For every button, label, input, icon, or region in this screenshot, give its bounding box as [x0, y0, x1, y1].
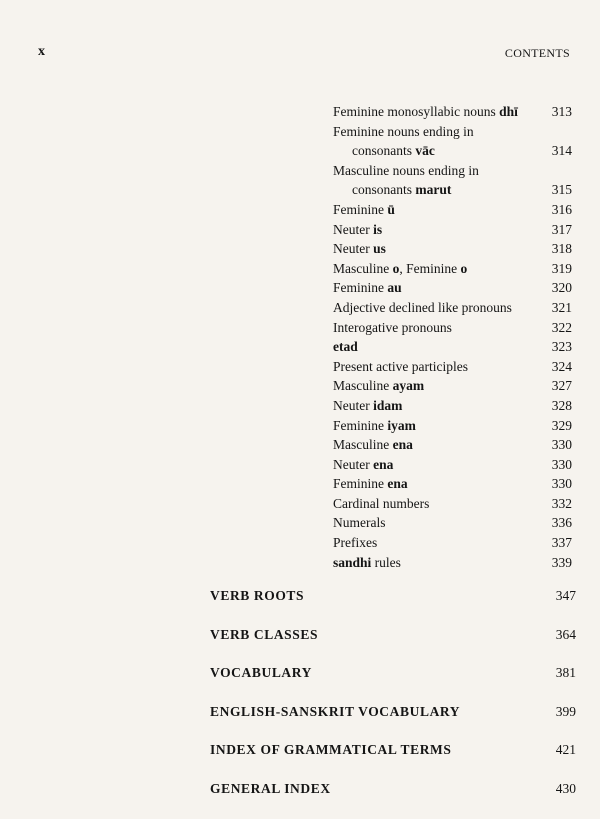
entry-text-part: Masculine — [333, 261, 393, 276]
entry-title — [333, 122, 575, 142]
contents-entry[interactable] — [333, 161, 575, 200]
contents-entry[interactable] — [333, 122, 575, 161]
contents-entry[interactable] — [333, 455, 575, 475]
entry-page-number: 330 — [552, 474, 572, 494]
section-title: ENGLISH-SANSKRIT VOCABULARY — [210, 704, 460, 719]
entry-title — [333, 396, 575, 416]
entry-title-continued — [333, 141, 575, 161]
contents-section[interactable] — [210, 588, 576, 627]
entry-text-part: marut — [415, 182, 451, 197]
entry-title — [333, 298, 575, 318]
contents-entry[interactable] — [333, 396, 575, 416]
entry-text-part: au — [387, 280, 401, 295]
contents-entry[interactable] — [333, 278, 575, 298]
entry-text-part: Feminine monosyllabic nouns — [333, 104, 499, 119]
entry-text-part: Masculine nouns ending in — [333, 163, 479, 178]
contents-section[interactable] — [210, 627, 576, 666]
section-page-number: 347 — [556, 588, 576, 604]
entry-text-part: Numerals — [333, 515, 385, 530]
contents-entry[interactable] — [333, 220, 575, 240]
section-page-number: 381 — [556, 665, 576, 681]
entry-text-part: dhī — [499, 104, 518, 119]
section-page-number: 421 — [556, 742, 576, 758]
entry-text-part: Feminine nouns ending in — [333, 124, 474, 139]
entry-page-number: 322 — [552, 318, 572, 338]
contents-entry[interactable] — [333, 239, 575, 259]
entry-text-part: Cardinal numbers — [333, 496, 429, 511]
entry-text-part: ena — [393, 437, 413, 452]
entry-page-number: 316 — [552, 200, 572, 220]
entry-text-part: consonants — [352, 182, 415, 197]
contents-entry[interactable] — [333, 474, 575, 494]
entry-page-number: 327 — [552, 376, 572, 396]
entry-title — [333, 337, 575, 357]
entry-text-part: Feminine — [333, 418, 387, 433]
entry-title — [333, 513, 575, 533]
entry-title — [333, 435, 575, 455]
entry-text-part: vāc — [415, 143, 435, 158]
contents-entry[interactable] — [333, 200, 575, 220]
section-title: VERB CLASSES — [210, 627, 318, 642]
entry-title-continued — [333, 180, 575, 200]
running-head: CONTENTS — [505, 46, 570, 61]
entry-text-part: sandhi — [333, 555, 371, 570]
entry-page-number: 318 — [552, 239, 572, 259]
entry-text-part: Adjective declined like pronouns — [333, 300, 512, 315]
entry-page-number: 337 — [552, 533, 572, 553]
entry-text-part: Neuter — [333, 222, 373, 237]
contents-entry[interactable] — [333, 357, 575, 377]
entry-title — [333, 455, 575, 475]
contents-entry[interactable] — [333, 416, 575, 436]
entry-text-part: Prefixes — [333, 535, 377, 550]
contents-entry[interactable] — [333, 337, 575, 357]
contents-entry[interactable] — [333, 318, 575, 338]
entry-text-part: consonants — [352, 143, 415, 158]
contents-section[interactable] — [210, 742, 576, 781]
contents-entry[interactable] — [333, 533, 575, 553]
entry-text-part: Interogative pronouns — [333, 320, 452, 335]
entry-text-part: ena — [387, 476, 407, 491]
entry-text-part: , Feminine — [399, 261, 460, 276]
entry-page-number: 317 — [552, 220, 572, 240]
entry-title — [333, 474, 575, 494]
entry-title — [333, 416, 575, 436]
section-page-number: 364 — [556, 627, 576, 643]
entry-page-number: 319 — [552, 259, 572, 279]
entry-page-number: 313 — [552, 102, 572, 122]
entry-title — [333, 220, 575, 240]
section-page-number: 399 — [556, 704, 576, 720]
entry-text-part: idam — [373, 398, 402, 413]
contents-section[interactable] — [210, 665, 576, 704]
entry-text-part: Feminine — [333, 202, 387, 217]
entry-title — [333, 494, 575, 514]
entry-text-part: Feminine — [333, 476, 387, 491]
contents-section-list — [210, 588, 576, 819]
entry-text-part: us — [373, 241, 386, 256]
entry-page-number: 314 — [552, 141, 572, 161]
entry-title — [333, 239, 575, 259]
entry-page-number: 321 — [552, 298, 572, 318]
section-title: VOCABULARY — [210, 665, 312, 680]
entry-title — [333, 161, 575, 181]
entry-text-part: Neuter — [333, 398, 373, 413]
entry-text-part: Neuter — [333, 457, 373, 472]
contents-entry[interactable] — [333, 513, 575, 533]
contents-section[interactable] — [210, 704, 576, 743]
section-title: VERB ROOTS — [210, 588, 304, 603]
entry-page-number: 329 — [552, 416, 572, 436]
entry-page-number: 323 — [552, 337, 572, 357]
entry-page-number: 336 — [552, 513, 572, 533]
section-page-number: 430 — [556, 781, 576, 797]
contents-entry[interactable] — [333, 259, 575, 279]
entry-text-part: o — [393, 261, 400, 276]
entry-text-part: ū — [387, 202, 395, 217]
entry-title — [333, 102, 575, 122]
contents-entry[interactable] — [333, 435, 575, 455]
entry-page-number: 339 — [552, 553, 572, 573]
entry-text-part: Masculine — [333, 437, 393, 452]
entry-text-part: Masculine — [333, 378, 393, 393]
section-title: GENERAL INDEX — [210, 781, 331, 796]
entry-text-part: Neuter — [333, 241, 373, 256]
entry-title — [333, 259, 575, 279]
entry-page-number: 315 — [552, 180, 572, 200]
entry-text-part: ena — [373, 457, 393, 472]
entry-text-part: etad — [333, 339, 358, 354]
entry-page-number: 324 — [552, 357, 572, 377]
entry-text-part: is — [373, 222, 382, 237]
entry-title — [333, 200, 575, 220]
contents-entry-list — [333, 102, 575, 572]
contents-entry[interactable] — [333, 494, 575, 514]
entry-page-number: 330 — [552, 455, 572, 475]
entry-page-number: 328 — [552, 396, 572, 416]
entry-page-number: 330 — [552, 435, 572, 455]
page-number: x — [38, 44, 45, 60]
entry-page-number: 332 — [552, 494, 572, 514]
entry-title — [333, 376, 575, 396]
contents-entry[interactable] — [333, 376, 575, 396]
contents-section[interactable] — [210, 781, 576, 819]
section-title: INDEX OF GRAMMATICAL TERMS — [210, 742, 452, 757]
entry-title — [333, 533, 575, 553]
entry-text-part: o — [461, 261, 468, 276]
entry-text-part: Feminine — [333, 280, 387, 295]
entry-title — [333, 357, 575, 377]
entry-text-part: iyam — [387, 418, 416, 433]
entry-title — [333, 553, 575, 573]
contents-entry[interactable] — [333, 102, 575, 122]
entry-title — [333, 318, 575, 338]
contents-entry[interactable] — [333, 553, 575, 573]
entry-title — [333, 278, 575, 298]
entry-page-number: 320 — [552, 278, 572, 298]
entry-text-part: ayam — [393, 378, 425, 393]
entry-text-part: rules — [371, 555, 401, 570]
contents-entry[interactable] — [333, 298, 575, 318]
entry-text-part: Present active participles — [333, 359, 468, 374]
